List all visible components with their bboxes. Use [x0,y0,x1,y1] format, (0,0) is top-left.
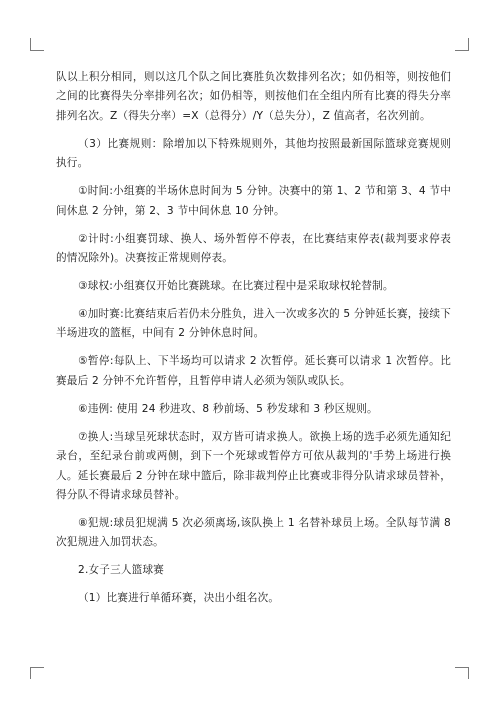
rule-foul: ⑧犯规:球员犯规满 5 次必须离场,该队换上 1 名替补球员上场。全队每节满 8 次犯规进入加罚状态。 [56,517,451,549]
rule-substitution: ⑦换人:当球呈死球状态时，双方皆可请求换人。欲换上场的选手必须先通知纪录台，至纪录台前或两侧，到下一个死球或暂停方可依从裁判的'手势上场进行换人。延长赛最后 2 分钟在球中篮后，除非裁判停止比赛或非得分队请求球员替补，得分队不得请求球员替补。 [56,430,451,502]
crop-mark-top-left [30,50,44,51]
paragraph-competition-rules: （3）比赛规则：除增加以下特殊规则外，其他均按照最新国际篮球竞赛规则执行。 [56,137,451,170]
crop-mark-bottom-left [30,667,44,668]
crop-mark-bottom-right [455,667,469,668]
section-heading: 2.女子三人篮球赛 [78,564,165,577]
rule-overtime: ④加时赛:比赛结束后若仍未分胜负，进入一次或多次的 5 分钟延长赛，接续下半场进攻的篮框，中间有 2 分钟休息时间。 [56,308,451,340]
rule-violation: ⑥违例: 使用 24 秒进攻、8 秒前场、5 秒发球和 3 秒区规则。 [78,402,378,415]
paragraph-round-robin: （1）比赛进行单循环赛，决出小组名次。 [78,592,280,605]
paragraph-ranking-continuation: 队以上积分相同，则以这几个队之间比赛胜负次数排列名次；如仍相等，则按他们之间的比赛得失分率排列名次；如仍相等，则按他们在全组内所有比赛的得失分率排列名次。Z（得失分率）=X（总得分）/Y（总失分），Z 值高者，名次列前。 [56,71,451,122]
crop-mark-top-left [30,38,31,50]
rule-time: ①时间:小组赛的半场休息时间为 5 分钟。决赛中的第 1、2 节和第 3、4 节中间休息 2 分钟，第 2、3 节中间休息 10 分钟。 [56,185,451,217]
rule-timeout: ⑤暂停:每队上、下半场均可以请求 2 次暂停。延长赛可以请求 1 次暂停。比赛最后 2 分钟不允许暂停，且暂停申请人必须为领队或队长。 [56,355,451,387]
crop-mark-bottom-right [468,667,469,679]
rule-possession: ③球权:小组赛仅开始比赛跳球。在比赛过程中是采取球权轮替制。 [78,280,394,293]
crop-mark-bottom-left [30,667,31,679]
document-page [56,68,451,617]
crop-mark-top-right [468,38,469,50]
rule-timing: ②计时:小组赛罚球、换人、场外暂停不停表，在比赛结束停表(裁判要求停表的情况除外)。决赛按正常规则停表。 [56,232,451,265]
crop-mark-top-right [455,50,469,51]
